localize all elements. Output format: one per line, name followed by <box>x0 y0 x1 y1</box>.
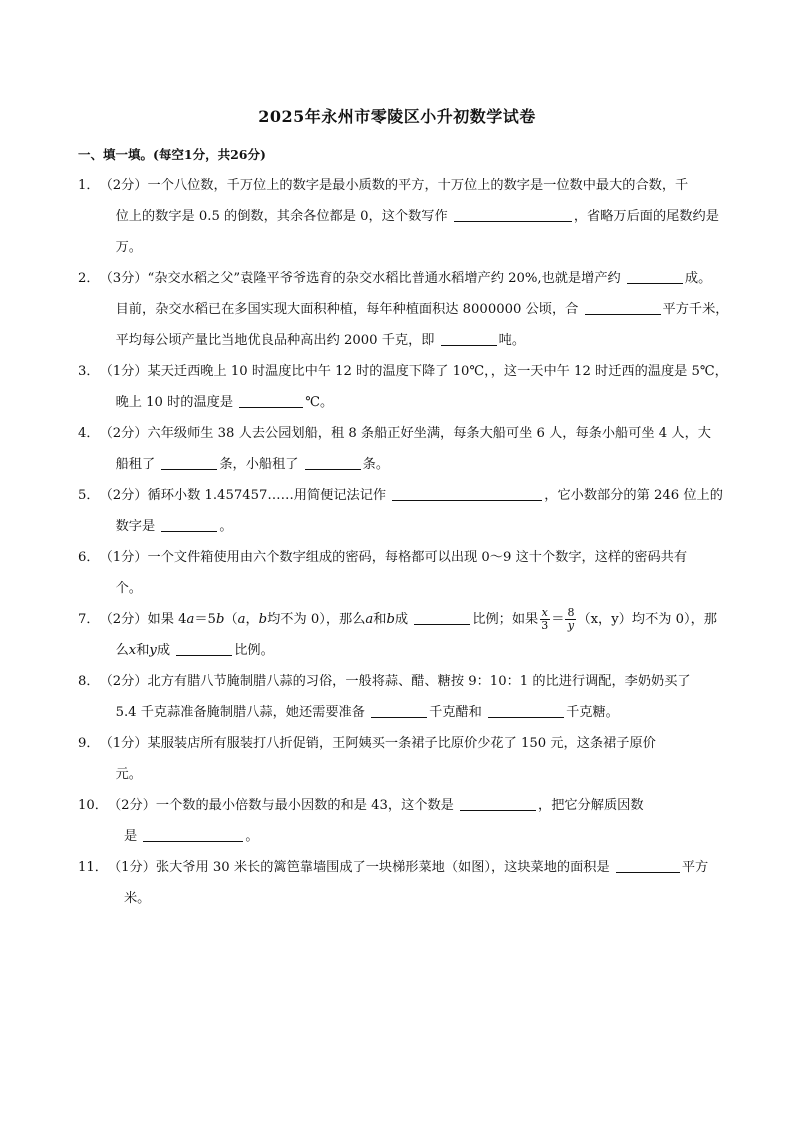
question-4 <box>78 418 723 480</box>
question-number: 2． <box>78 271 100 286</box>
answer-blank[interactable] <box>392 484 542 501</box>
answer-blank[interactable] <box>616 856 680 873</box>
question-text: 位上的数字是 0.5 的倒数，其余各位都是 0，这个数写作 <box>115 209 452 224</box>
question-text: 成 <box>394 612 413 627</box>
question-text: 万。 <box>115 240 142 255</box>
question-text: 条，小船租了 <box>219 457 303 472</box>
question-text: 平方千米， <box>662 302 729 317</box>
question-number: 1． <box>78 178 100 193</box>
question-text: 比例。 <box>234 643 274 658</box>
question-text: （2分）如果 4 <box>99 612 187 627</box>
question-9 <box>78 728 723 790</box>
question-number: 8． <box>78 674 100 689</box>
question-number: 3． <box>78 364 100 379</box>
question-6 <box>78 542 723 604</box>
answer-blank[interactable] <box>414 608 470 625</box>
question-text: ＝5 <box>194 612 216 627</box>
question-text: 船租了 <box>115 457 160 472</box>
section-heading: 一、填一填。(每空1分，共26分) <box>78 147 266 162</box>
question-number: 7． <box>78 612 100 627</box>
answer-blank[interactable] <box>143 825 243 842</box>
variable-b: b <box>215 612 225 627</box>
question-text: （2分）六年级师生 38 人去公园划船，租 8 条船正好坐满，每条大船可坐 6 人，每条小船可坐 4 人，大 <box>99 426 711 441</box>
variable-b: b <box>386 612 395 627</box>
answer-blank[interactable] <box>371 701 427 718</box>
answer-blank[interactable] <box>161 515 217 532</box>
answer-blank[interactable] <box>161 453 217 470</box>
answer-blank[interactable] <box>239 391 303 408</box>
question-text: ， <box>245 612 259 627</box>
question-text: 和 <box>136 643 150 658</box>
answer-blank[interactable] <box>305 453 361 470</box>
answer-blank[interactable] <box>488 701 564 718</box>
question-text: 平均每公顷产量比当地优良品种高出约 2000 千克，即 <box>115 333 439 348</box>
question-list <box>78 170 729 914</box>
question-text: 5.4 千克蒜准备腌制腊八蒜，她还需要准备 <box>115 705 370 720</box>
question-7 <box>78 604 723 666</box>
question-text: 是 <box>123 829 142 844</box>
question-text: 吨。 <box>498 333 526 348</box>
question-11 <box>78 852 723 914</box>
question-text: 均不为 0），那么 <box>267 612 366 627</box>
question-text: 晚上 10 时的温度是 <box>115 395 238 410</box>
question-number: 9． <box>78 736 100 751</box>
question-text: ，把它分解质因数 <box>538 798 644 813</box>
variable-a: a <box>186 612 195 627</box>
question-number: 4． <box>78 426 100 441</box>
question-text: 平方 <box>681 860 709 875</box>
question-text: （1分）一个文件箱使用由六个数字组成的密码，每格都可以出现 0～9 这十个数字，这样的密码共有 <box>99 550 688 565</box>
question-text: （ <box>224 612 238 627</box>
question-text: 成。 <box>684 271 712 286</box>
question-text: （2分）一个八位数，千万位上的数字是最小质数的平方，十万位上的数字是一位数中最大的合数，千 <box>99 178 689 193</box>
question-text: 。 <box>245 829 259 844</box>
variable-b: b <box>258 612 268 627</box>
question-text: 条。 <box>362 457 390 472</box>
question-text: （2分）一个数的最小倍数与最小因数的和是 43，这个数是 <box>107 798 459 813</box>
question-text: （2分）循环小数 1.457457……用简便记法记作 <box>99 488 391 503</box>
fraction-x-over-3: $\frac{x}{3}$ <box>541 606 549 632</box>
variable-y: y <box>149 643 157 658</box>
question-3 <box>78 356 728 418</box>
question-text: （1分）某服装店所有服装打八折促销，王阿姨买一条裙子比原价少花了 150 元，这条裙子原价 <box>99 736 656 751</box>
question-text: 成 <box>156 643 175 658</box>
question-text: ，省略万后面的尾数约是 <box>573 209 719 224</box>
question-text: 元。 <box>115 767 142 782</box>
question-8 <box>78 666 723 728</box>
question-text: （2分）北方有腊八节腌制腊八蒜的习俗，一般将蒜、醋、糖按 9：10：1 的比进行调配，李奶奶买了 <box>99 674 691 689</box>
question-1 <box>78 170 723 263</box>
question-text: ，它小数部分的第 246 位上的 <box>544 488 723 503</box>
question-2 <box>78 263 729 356</box>
question-text: （1分）张大爷用 30 米长的篱笆靠墙围成了一块梯形菜地（如图），这块菜地的面积是 <box>107 860 614 875</box>
question-number: 11． <box>78 860 108 875</box>
answer-blank[interactable] <box>460 794 536 811</box>
question-text: 和 <box>373 612 387 627</box>
question-5 <box>78 480 723 542</box>
question-text: （1分）某天迁西晚上 10 时温度比中午 12 时的温度下降了 10℃，，这一天中午 12 时迁西的温度是 5℃， <box>99 364 728 379</box>
question-text: 。 <box>219 519 233 534</box>
question-text: 个。 <box>115 581 142 596</box>
answer-blank[interactable] <box>454 205 572 222</box>
answer-blank[interactable] <box>441 329 497 346</box>
question-text: 么 <box>115 643 129 658</box>
question-number: 6． <box>78 550 100 565</box>
question-text: （3分）“杂交水稻之父”袁隆平爷爷选育的杂交水稻比普通水稻增产约 20%,也就是增产约 <box>99 271 625 286</box>
answer-blank[interactable] <box>585 298 661 315</box>
fraction-8-over-y: $\frac{8}{y}$ <box>567 606 575 632</box>
page-title: 2025年永州市零陵区小升初数学试卷 <box>258 107 536 126</box>
question-text: 米。 <box>123 891 151 906</box>
answer-blank[interactable] <box>176 639 232 656</box>
question-number: 5． <box>78 488 100 503</box>
variable-a: a <box>365 612 374 627</box>
question-10 <box>78 790 723 852</box>
answer-blank[interactable] <box>627 267 683 284</box>
question-text: 千克醋和 <box>429 705 487 720</box>
question-text: 数字是 <box>115 519 160 534</box>
question-number: 10． <box>78 798 108 813</box>
equals-sign: ＝ <box>551 612 565 627</box>
question-text: 目前，杂交水稻已在多国实现大面积种植，每年种植面积达 8000000 公顷，合 <box>115 302 583 317</box>
question-text: 比例；如果 <box>472 612 539 627</box>
variable-a: a <box>237 612 246 627</box>
variable-x: x <box>128 643 137 658</box>
question-text: （x，y）均不为 0），那 <box>577 612 717 627</box>
question-text: 千克糖。 <box>566 705 619 720</box>
question-text: ℃。 <box>305 395 334 410</box>
